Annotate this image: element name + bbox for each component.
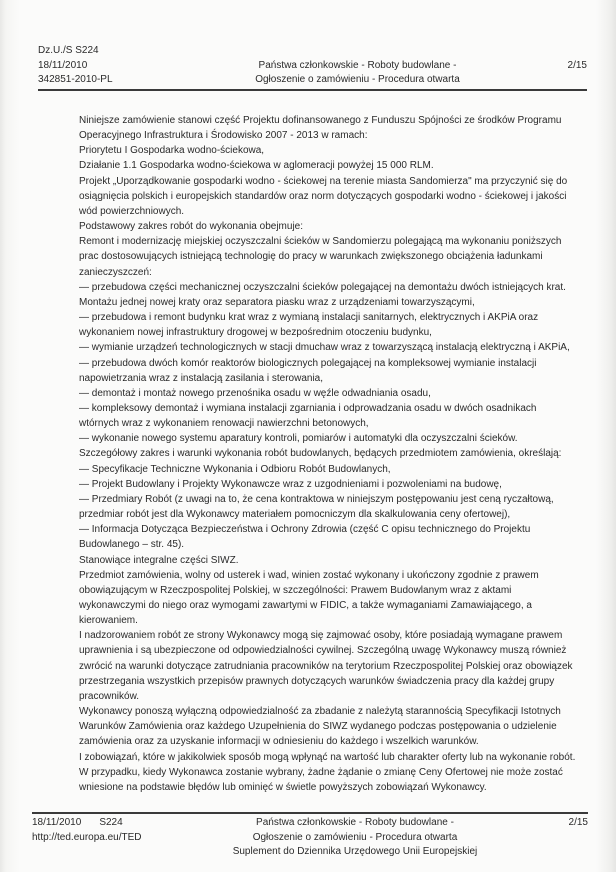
footer-code: S224 [99,817,123,828]
body-line: Montażu jednej nowej kraty oraz separatora piasku wraz z urządzeniami towarzyszącymi, [79,296,475,308]
page-header [38,44,587,88]
body-line: wniesione na podstawie błędów lub ominięć w świetle powyższych zobowiązań Wykonawcy. [79,781,487,793]
footer-title-line: Suplement do Dziennika Urzędowego Unii Europejskiej [232,846,478,857]
header-notice-id: 342851-2010-PL [38,74,113,85]
body-line: W przypadku, kiedy Wykonawca zostanie wybrany, żadne żądanie o zmianę Ceny Ofertowej nie może zostać [79,766,563,778]
body-line: Wykonawcy ponoszą wyłączną odpowiedzialność za zbadanie z należytą starannością Specyfikacji Istotnych [79,706,561,718]
footer-divider [32,812,588,814]
body-line: — przebudowa części mechanicznej oczyszczalni ścieków polegającej na demontażu dwóch istniejących krat. [79,281,566,293]
body-line: Warunków Zamówienia oraz każdego Uzupełnienia do SIWZ wydanego podczas postępowania o udzielenie [79,721,557,733]
body-line: Stanowiące integralne części SIWZ. [79,554,239,566]
page-footer [32,816,588,862]
body-line: — przebudowa i remont budynku krat wraz z wymianą instalacji sanitarnych, elektrycznych i AKPiA oraz [79,312,539,324]
footer-reference [32,816,182,845]
document-body [79,113,599,795]
body-line: Remont i modernizację miejskiej oczyszczalni ścieków w Sandomierzu polegającą ma wykonaniu poniższych [79,236,562,248]
header-page-number: 2/15 [567,59,587,71]
body-line: — kompleksowy demontaż i wymiana instalacji zgarniania i odprowadzania osadu w dwóch osadnikach [79,402,537,414]
header-divider [38,89,587,91]
footer-url[interactable]: http://ted.europa.eu/TED [32,831,142,843]
footer-page-number: 2/15 [568,817,588,828]
body-line: — Projekt Budowlany i Projekty Wykonawcze wraz z uzgodnieniami i pozwoleniami na budowę, [79,478,502,490]
header-reference [38,44,188,88]
header-title [188,44,527,88]
body-line: — demontaż i montaż nowego przenośnika osadu w węźle odwadniania osadu, [79,387,431,399]
body-line: Podstawowy zakres robót do wykonania obejmuje: [79,221,304,233]
body-line: Priorytetu I Gospodarka wodno-ściekowa, [79,145,265,157]
header-journal-ref: Dz.U./S S224 [38,45,99,56]
body-line: uprawnienia i są ubezpieczone od odpowiedzialności cywilnej. Szczególną uwagę Wykonawcy muszą również [79,645,567,657]
body-line: wykonaniem nowej infrastruktury drogowej w bezpośrednim otoczeniu budynku, [79,327,432,339]
body-line: Szczegółowy zakres i warunki wykonania robót budowlanych, będących przedmiotem zamówienia, określają: [79,448,562,460]
body-line: wykonawczymi do niego oraz wymogami zawartymi w FIDIC, a także wymaganiami Zamawiającego, a [79,600,532,611]
body-line: — Informacja Dotycząca Bezpieczeństwa i Ochrony Zdrowia (część C opisu technicznego do Projektu [79,524,531,536]
body-line: obowiązującym w Rzeczpospolitej Polskiej, w szczególności: Prawem Budowlanym wraz z aktami [79,584,512,596]
header-date: 18/11/2010 [38,59,88,71]
body-line: pracowników. [79,690,140,702]
body-line: Przedmiot zamówienia, wolny od usterek i wad, winien zostać wykonany i ukończony zgodnie z prawem [79,569,539,581]
header-title-line: Państwa członkowskie - Roboty budowlane - [258,59,457,71]
body-line: I zobowiązań, które w jakikolwiek sposób mogą wpłynąć na wartość lub charakter oferty lub na wykonanie robót. [79,751,576,763]
body-line: Niniejsze zamówienie stanowi część Projektu dofinansowanego z Funduszu Spójności ze środków Programu [79,115,562,126]
body-line: Budowlanego – str. 45). [79,539,185,551]
body-line: — przebudowa dwóch komór reaktorów biologicznych polegającej na kompleksowej wymianie instalacji [79,357,537,369]
body-line: — wymianie urządzeń technologicznych w stacji dmuchaw wraz z towarzyszącą instalacją elektryczną i AKPiA, [79,342,570,354]
body-line: zwrócić na warunki dotyczące zatrudniania pracowników na terytorium Rzeczpospolitej Polskiej oraz obowiązek [79,660,573,672]
body-line: — Przedmiary Robót (z uwagi na to, że cena kontraktowa w niniejszym postępowaniu jest ceną ryczałtową, [79,493,554,505]
body-line: napowietrzania wraz z instalacją zasilania i sterowania, [79,372,324,384]
body-line: zanieczyszczeń: [79,266,152,278]
body-line: Operacyjnego Infrastruktura i Środowisko 2007 - 2013 w ramach: [79,130,368,142]
body-line: osiągnięcia polskich i europejskich standardów oraz norm dotyczących gospodarki wodno - ściekowej i jakości [79,190,567,202]
body-line: prac dostosowujących istniejącą technologię do pracy w warunkach zwiększonego obciążenia ładunkami [79,251,543,263]
body-line: wtórnych wraz z wykonaniem renowacji nawierzchni betonowych, [79,418,369,430]
footer-title-line: Państwa członkowskie - Roboty budowlane - [256,817,454,828]
body-line: kierowaniem. [79,615,138,627]
body-line: — wykonanie nowego systemu aparatury kontroli, pomiarów i automatyki dla oczyszczalni ścieków. [79,433,518,445]
body-line: I nadzorowaniem robót ze strony Wykonawcy mogą się zajmować osoby, które posiadają wymagane prawem [79,630,563,642]
footer-date: 18/11/2010 [32,817,82,828]
footer-title [182,816,528,860]
body-line: zamówienia oraz za uzyskanie informacji w odniesieniu do każdego i wszelkich warunków. [79,736,479,748]
body-line: przestrzegania wszystkich przepisów prawnych dotyczących warunków świadczenia pracy dla każdej grupy [79,675,555,687]
footer-title-line: Ogłoszenie o zamówieniu - Procedura otwarta [252,831,458,843]
body-line: Projekt „Uporządkowanie gospodarki wodno - ściekowej na terenie miasta Sandomierza" ma przyczynić się do [79,175,568,187]
body-line: wód powierzchniowych. [79,205,185,217]
body-line: — Specyfikacje Techniczne Wykonania i Odbioru Robót Budowlanych, [79,463,391,475]
body-line: Działanie 1.1 Gospodarka wodno-ściekowa w aglomeracji powyżej 15 000 RLM. [79,160,434,172]
header-title-line: Ogłoszenie o zamówieniu - Procedura otwarta [255,74,460,85]
body-line: przedmiar robót jest dla Wykonawcy materiałem pomocniczym dla skalkulowania ceny ofertowej), [79,509,511,521]
